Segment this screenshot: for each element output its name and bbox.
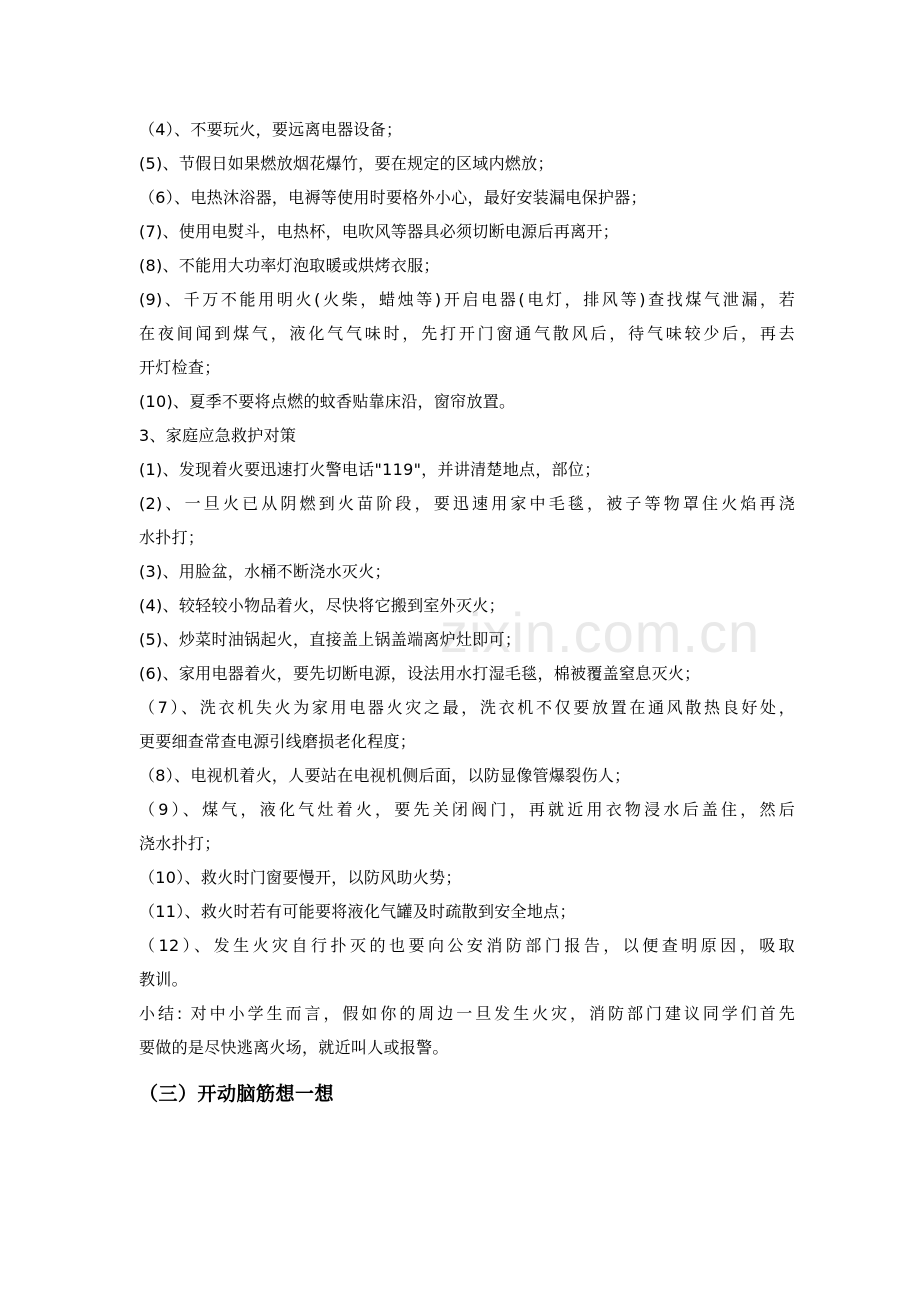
list-item-5: (5)、节假日如果燃放烟花爆竹，要在规定的区域内燃放； [139, 154, 554, 173]
summary-line-1: 小结: 对中小学生而言，假如你的周边一旦发生火灾，消防部门建议同学们首先 [139, 1004, 795, 1023]
list-item-8: (8)、不能用大功率灯泡取暖或烘烤衣服； [139, 256, 440, 275]
rescue-item-7-line-2: 更要细查常查电源引线磨损老化程度； [139, 732, 417, 751]
section-title-family-rescue: 3、家庭应急救护对策 [139, 426, 297, 445]
list-item-10: (10)、夏季不要将点燃的蚊香贴靠床沿，窗帘放置。 [139, 392, 516, 411]
rescue-item-12-line-1: （12）、发生火灾自行扑灭的也要向公安消防部门报告，以便查明原因，吸取 [139, 936, 795, 955]
list-item-4: （4）、不要玩火，要远离电器设备； [139, 120, 403, 139]
rescue-item-1: (1)、发现着火要迅速打火警电话"119"，并讲清楚地点，部位； [139, 460, 601, 479]
document-page [139, 113, 795, 1111]
rescue-item-8: （8）、电视机着火，人要站在电视机侧后面，以防显像管爆裂伤人； [139, 766, 631, 785]
rescue-item-4: (4)、较轻较小物品着火，尽快将它搬到室外灭火； [139, 596, 505, 615]
section-heading: （三）开动脑筋想一想 [139, 1083, 335, 1105]
rescue-item-11: （11）、救火时若有可能要将液化气罐及时疏散到安全地点； [139, 902, 576, 921]
rescue-item-3: (3)、用脸盆，水桶不断浇水灭火； [139, 562, 391, 581]
rescue-item-6: (6)、家用电器着火，要先切断电源，设法用水打湿毛毯，棉被覆盖窒息灭火； [139, 664, 701, 683]
rescue-item-2-line-1: (2)、一旦火已从阴燃到火苗阶段，要迅速用家中毛毯，被子等物罩住火焰再浇 [139, 494, 795, 513]
rescue-item-5: (5)、炒菜时油锅起火，直接盖上锅盖端离炉灶即可； [139, 630, 522, 649]
list-item-9-line-3: 开灯检查； [139, 358, 221, 377]
rescue-item-10: （10）、救火时门窗要慢开，以防风助火势； [139, 868, 462, 887]
rescue-item-12-line-2: 教训。 [139, 970, 188, 989]
rescue-item-7-line-1: （7）、洗衣机失火为家用电器火灾之最，洗衣机不仅要放置在通风散热良好处， [139, 698, 795, 717]
summary-line-2: 要做的是尽快逃离火场，就近叫人或报警。 [139, 1038, 449, 1057]
rescue-item-2-line-2: 水扑打； [139, 528, 205, 547]
list-item-9-line-2: 在夜间闻到煤气，液化气气味时，先打开门窗通气散风后，待气味较少后，再去 [139, 324, 795, 343]
rescue-item-9-line-2: 浇水扑打； [139, 834, 221, 853]
list-item-9-line-1: (9)、千万不能用明火(火柴，蜡烛等)开启电器(电灯，排风等)查找煤气泄漏，若 [139, 290, 795, 309]
list-item-6: （6）、电热沐浴器，电褥等使用时要格外小心，最好安装漏电保护器； [139, 188, 647, 207]
list-item-7: (7)、使用电熨斗，电热杯，电吹风等器具必须切断电源后再离开； [139, 222, 619, 241]
rescue-item-9-line-1: （9）、煤气，液化气灶着火，要先关闭阀门，再就近用衣物浸水后盖住，然后 [139, 800, 795, 819]
watermark-text: zixin.com.cn [440, 601, 761, 664]
